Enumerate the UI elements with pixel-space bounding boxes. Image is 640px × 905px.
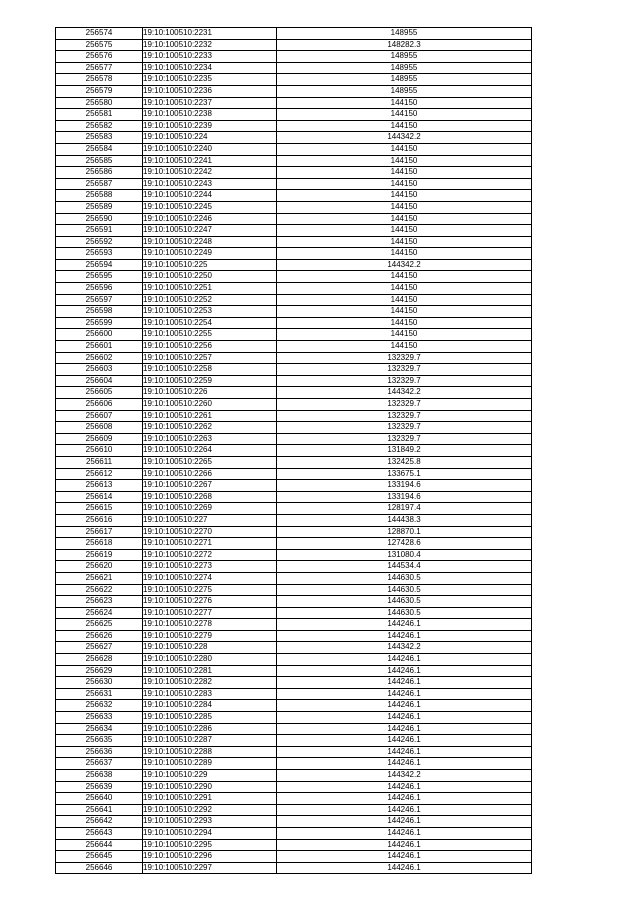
row-id-cell: 256612 (56, 468, 143, 480)
row-id-cell: 256629 (56, 665, 143, 677)
value-cell: 133194.6 (277, 491, 532, 503)
table-body (56, 28, 532, 874)
table-row (56, 793, 532, 805)
table-row (56, 630, 532, 642)
value-cell: 144246.1 (277, 862, 532, 874)
cadastral-number-cell: 19:10:100510:2242 (143, 167, 277, 179)
table-row (56, 665, 532, 677)
table-row (56, 538, 532, 550)
row-id-cell: 256590 (56, 213, 143, 225)
table-row (56, 143, 532, 155)
table-row (56, 584, 532, 596)
row-id-cell: 256599 (56, 317, 143, 329)
value-cell: 144246.1 (277, 735, 532, 747)
row-id-cell: 256626 (56, 630, 143, 642)
row-id-cell: 256640 (56, 793, 143, 805)
value-cell: 144246.1 (277, 804, 532, 816)
cadastral-number-cell: 19:10:100510:228 (143, 642, 277, 654)
value-cell: 144150 (277, 213, 532, 225)
row-id-cell: 256617 (56, 526, 143, 538)
row-id-cell: 256594 (56, 259, 143, 271)
value-cell: 144246.1 (277, 665, 532, 677)
cadastral-number-cell: 19:10:100510:2271 (143, 538, 277, 550)
cadastral-number-cell: 19:10:100510:2247 (143, 225, 277, 237)
cadastral-number-cell: 19:10:100510:2237 (143, 97, 277, 109)
table-row (56, 619, 532, 631)
cadastral-number-cell: 19:10:100510:2231 (143, 28, 277, 40)
value-cell: 144246.1 (277, 839, 532, 851)
table-row (56, 283, 532, 295)
cadastral-number-cell: 19:10:100510:2268 (143, 491, 277, 503)
row-id-cell: 256581 (56, 109, 143, 121)
table-row (56, 781, 532, 793)
value-cell: 144246.1 (277, 816, 532, 828)
value-cell: 144150 (277, 283, 532, 295)
cadastral-number-cell: 19:10:100510:2241 (143, 155, 277, 167)
cadastral-number-cell: 19:10:100510:2296 (143, 851, 277, 863)
value-cell: 144246.1 (277, 630, 532, 642)
value-cell: 144246.1 (277, 688, 532, 700)
cadastral-number-cell: 19:10:100510:2286 (143, 723, 277, 735)
table-row (56, 329, 532, 341)
value-cell: 144150 (277, 167, 532, 179)
row-id-cell: 256621 (56, 572, 143, 584)
value-cell: 144246.1 (277, 619, 532, 631)
table-row (56, 352, 532, 364)
row-id-cell: 256624 (56, 607, 143, 619)
value-cell: 144630.5 (277, 572, 532, 584)
row-id-cell: 256613 (56, 480, 143, 492)
table-row (56, 549, 532, 561)
table-row (56, 816, 532, 828)
table-row (56, 410, 532, 422)
row-id-cell: 256605 (56, 387, 143, 399)
value-cell: 148955 (277, 28, 532, 40)
value-cell: 132329.7 (277, 352, 532, 364)
data-table (55, 27, 532, 874)
table-row (56, 607, 532, 619)
row-id-cell: 256589 (56, 201, 143, 213)
cadastral-number-cell: 19:10:100510:2262 (143, 422, 277, 434)
cadastral-number-cell: 19:10:100510:2272 (143, 549, 277, 561)
table-row (56, 735, 532, 747)
value-cell: 148955 (277, 85, 532, 97)
table-row (56, 85, 532, 97)
cadastral-number-cell: 19:10:100510:2234 (143, 62, 277, 74)
table-row (56, 236, 532, 248)
cadastral-number-cell: 19:10:100510:2287 (143, 735, 277, 747)
value-cell: 144246.1 (277, 793, 532, 805)
row-id-cell: 256635 (56, 735, 143, 747)
cadastral-number-cell: 19:10:100510:2236 (143, 85, 277, 97)
value-cell: 144246.1 (277, 746, 532, 758)
cadastral-number-cell: 19:10:100510:2290 (143, 781, 277, 793)
row-id-cell: 256623 (56, 596, 143, 608)
cadastral-number-cell: 19:10:100510:2291 (143, 793, 277, 805)
row-id-cell: 256597 (56, 294, 143, 306)
value-cell: 144150 (277, 248, 532, 260)
row-id-cell: 256628 (56, 654, 143, 666)
cadastral-number-cell: 19:10:100510:2232 (143, 39, 277, 51)
row-id-cell: 256583 (56, 132, 143, 144)
row-id-cell: 256596 (56, 283, 143, 295)
table-row (56, 375, 532, 387)
row-id-cell: 256582 (56, 120, 143, 132)
row-id-cell: 256643 (56, 827, 143, 839)
row-id-cell: 256604 (56, 375, 143, 387)
value-cell: 148955 (277, 74, 532, 86)
row-id-cell: 256620 (56, 561, 143, 573)
cadastral-number-cell: 19:10:100510:2270 (143, 526, 277, 538)
value-cell: 144438.3 (277, 514, 532, 526)
row-id-cell: 256618 (56, 538, 143, 550)
cadastral-number-cell: 19:10:100510:2269 (143, 503, 277, 515)
row-id-cell: 256627 (56, 642, 143, 654)
row-id-cell: 256574 (56, 28, 143, 40)
table-row (56, 28, 532, 40)
row-id-cell: 256587 (56, 178, 143, 190)
value-cell: 131080.4 (277, 549, 532, 561)
value-cell: 144150 (277, 143, 532, 155)
table-row (56, 74, 532, 86)
row-id-cell: 256586 (56, 167, 143, 179)
row-id-cell: 256580 (56, 97, 143, 109)
value-cell: 144150 (277, 178, 532, 190)
cadastral-number-cell: 19:10:100510:2245 (143, 201, 277, 213)
cadastral-number-cell: 19:10:100510:2297 (143, 862, 277, 874)
cadastral-number-cell: 19:10:100510:2266 (143, 468, 277, 480)
value-cell: 127428.6 (277, 538, 532, 550)
table-row (56, 271, 532, 283)
value-cell: 144150 (277, 294, 532, 306)
row-id-cell: 256585 (56, 155, 143, 167)
cadastral-number-cell: 19:10:100510:2295 (143, 839, 277, 851)
table-row (56, 862, 532, 874)
row-id-cell: 256601 (56, 341, 143, 353)
cadastral-number-cell: 19:10:100510:2293 (143, 816, 277, 828)
value-cell: 128197.4 (277, 503, 532, 515)
table-row (56, 827, 532, 839)
cadastral-number-cell: 19:10:100510:2239 (143, 120, 277, 132)
value-cell: 144150 (277, 201, 532, 213)
cadastral-number-cell: 19:10:100510:2244 (143, 190, 277, 202)
row-id-cell: 256638 (56, 770, 143, 782)
row-id-cell: 256591 (56, 225, 143, 237)
table-row (56, 317, 532, 329)
value-cell: 144150 (277, 109, 532, 121)
cadastral-number-cell: 19:10:100510:2259 (143, 375, 277, 387)
value-cell: 144246.1 (277, 677, 532, 689)
table-row (56, 422, 532, 434)
value-cell: 144630.5 (277, 584, 532, 596)
cadastral-number-cell: 19:10:100510:2253 (143, 306, 277, 318)
value-cell: 144150 (277, 271, 532, 283)
value-cell: 132329.7 (277, 422, 532, 434)
value-cell: 132329.7 (277, 399, 532, 411)
table-row (56, 654, 532, 666)
value-cell: 148955 (277, 62, 532, 74)
row-id-cell: 256633 (56, 712, 143, 724)
row-id-cell: 256636 (56, 746, 143, 758)
row-id-cell: 256644 (56, 839, 143, 851)
cadastral-number-cell: 19:10:100510:2267 (143, 480, 277, 492)
cadastral-number-cell: 19:10:100510:2249 (143, 248, 277, 260)
row-id-cell: 256592 (56, 236, 143, 248)
table-row (56, 387, 532, 399)
table-row (56, 758, 532, 770)
cadastral-number-cell: 19:10:100510:2235 (143, 74, 277, 86)
row-id-cell: 256632 (56, 700, 143, 712)
cadastral-number-cell: 19:10:100510:2282 (143, 677, 277, 689)
cadastral-number-cell: 19:10:100510:2256 (143, 341, 277, 353)
row-id-cell: 256634 (56, 723, 143, 735)
cadastral-number-cell: 19:10:100510:2280 (143, 654, 277, 666)
value-cell: 144342.2 (277, 770, 532, 782)
table-row (56, 688, 532, 700)
table-row (56, 39, 532, 51)
value-cell: 144246.1 (277, 827, 532, 839)
table-row (56, 746, 532, 758)
value-cell: 144150 (277, 341, 532, 353)
row-id-cell: 256598 (56, 306, 143, 318)
row-id-cell: 256578 (56, 74, 143, 86)
value-cell: 144246.1 (277, 712, 532, 724)
value-cell: 132329.7 (277, 375, 532, 387)
table-row (56, 596, 532, 608)
table-row (56, 341, 532, 353)
table-row (56, 503, 532, 515)
row-id-cell: 256576 (56, 51, 143, 63)
value-cell: 132425.8 (277, 456, 532, 468)
value-cell: 132329.7 (277, 364, 532, 376)
row-id-cell: 256600 (56, 329, 143, 341)
table-row (56, 445, 532, 457)
value-cell: 144342.2 (277, 387, 532, 399)
row-id-cell: 256637 (56, 758, 143, 770)
row-id-cell: 256606 (56, 399, 143, 411)
table-row (56, 225, 532, 237)
table-row (56, 120, 532, 132)
cadastral-number-cell: 19:10:100510:2265 (143, 456, 277, 468)
cadastral-number-cell: 19:10:100510:2258 (143, 364, 277, 376)
cadastral-number-cell: 19:10:100510:2261 (143, 410, 277, 422)
table-row (56, 364, 532, 376)
cadastral-number-cell: 19:10:100510:2251 (143, 283, 277, 295)
table-row (56, 109, 532, 121)
cadastral-number-cell: 19:10:100510:225 (143, 259, 277, 271)
row-id-cell: 256614 (56, 491, 143, 503)
value-cell: 144150 (277, 155, 532, 167)
value-cell: 144150 (277, 190, 532, 202)
cadastral-number-cell: 19:10:100510:2285 (143, 712, 277, 724)
cadastral-number-cell: 19:10:100510:2275 (143, 584, 277, 596)
table-row (56, 201, 532, 213)
cadastral-number-cell: 19:10:100510:2294 (143, 827, 277, 839)
value-cell: 144342.2 (277, 642, 532, 654)
table-row (56, 526, 532, 538)
table-row (56, 62, 532, 74)
value-cell: 128870.1 (277, 526, 532, 538)
value-cell: 144246.1 (277, 723, 532, 735)
value-cell: 144150 (277, 120, 532, 132)
value-cell: 148282.3 (277, 39, 532, 51)
table-row (56, 51, 532, 63)
cadastral-number-cell: 19:10:100510:2289 (143, 758, 277, 770)
table-row (56, 491, 532, 503)
cadastral-number-cell: 19:10:100510:2238 (143, 109, 277, 121)
table-row (56, 677, 532, 689)
row-id-cell: 256645 (56, 851, 143, 863)
value-cell: 144246.1 (277, 654, 532, 666)
cadastral-number-cell: 19:10:100510:2264 (143, 445, 277, 457)
cadastral-number-cell: 19:10:100510:2260 (143, 399, 277, 411)
row-id-cell: 256607 (56, 410, 143, 422)
cadastral-number-cell: 19:10:100510:2277 (143, 607, 277, 619)
value-cell: 144342.2 (277, 132, 532, 144)
table-row (56, 700, 532, 712)
value-cell: 132329.7 (277, 410, 532, 422)
cadastral-number-cell: 19:10:100510:2257 (143, 352, 277, 364)
table-row (56, 213, 532, 225)
table-row (56, 248, 532, 260)
value-cell: 144246.1 (277, 781, 532, 793)
cadastral-number-cell: 19:10:100510:2255 (143, 329, 277, 341)
value-cell: 144630.5 (277, 607, 532, 619)
table-row (56, 306, 532, 318)
cadastral-number-cell: 19:10:100510:2250 (143, 271, 277, 283)
value-cell: 144150 (277, 317, 532, 329)
cadastral-number-cell: 19:10:100510:2279 (143, 630, 277, 642)
cadastral-number-cell: 19:10:100510:224 (143, 132, 277, 144)
value-cell: 144246.1 (277, 851, 532, 863)
cadastral-number-cell: 19:10:100510:2274 (143, 572, 277, 584)
row-id-cell: 256608 (56, 422, 143, 434)
cadastral-number-cell: 19:10:100510:2246 (143, 213, 277, 225)
table-row (56, 642, 532, 654)
row-id-cell: 256639 (56, 781, 143, 793)
row-id-cell: 256579 (56, 85, 143, 97)
cadastral-number-cell: 19:10:100510:2281 (143, 665, 277, 677)
table-row (56, 468, 532, 480)
cadastral-number-cell: 19:10:100510:2276 (143, 596, 277, 608)
value-cell: 144150 (277, 306, 532, 318)
value-cell: 144150 (277, 236, 532, 248)
row-id-cell: 256631 (56, 688, 143, 700)
value-cell: 144630.5 (277, 596, 532, 608)
value-cell: 144534.4 (277, 561, 532, 573)
cadastral-number-cell: 19:10:100510:2248 (143, 236, 277, 248)
value-cell: 144246.1 (277, 700, 532, 712)
row-id-cell: 256616 (56, 514, 143, 526)
cadastral-number-cell: 19:10:100510:2278 (143, 619, 277, 631)
cadastral-number-cell: 19:10:100510:2273 (143, 561, 277, 573)
table-row (56, 804, 532, 816)
cadastral-number-cell: 19:10:100510:2263 (143, 433, 277, 445)
row-id-cell: 256619 (56, 549, 143, 561)
row-id-cell: 256595 (56, 271, 143, 283)
cadastral-number-cell: 19:10:100510:226 (143, 387, 277, 399)
row-id-cell: 256615 (56, 503, 143, 515)
table-row (56, 839, 532, 851)
value-cell: 144150 (277, 329, 532, 341)
table-row (56, 712, 532, 724)
cadastral-number-cell: 19:10:100510:2252 (143, 294, 277, 306)
table-row (56, 178, 532, 190)
table-row (56, 851, 532, 863)
table-row (56, 480, 532, 492)
table-row (56, 155, 532, 167)
row-id-cell: 256593 (56, 248, 143, 260)
table-row (56, 167, 532, 179)
row-id-cell: 256603 (56, 364, 143, 376)
table-row (56, 399, 532, 411)
cadastral-number-cell: 19:10:100510:2284 (143, 700, 277, 712)
row-id-cell: 256642 (56, 816, 143, 828)
table-row (56, 132, 532, 144)
table-row (56, 561, 532, 573)
value-cell: 133675.1 (277, 468, 532, 480)
row-id-cell: 256584 (56, 143, 143, 155)
cadastral-number-cell: 19:10:100510:2288 (143, 746, 277, 758)
table-row (56, 514, 532, 526)
table-row (56, 294, 532, 306)
table-row (56, 190, 532, 202)
row-id-cell: 256641 (56, 804, 143, 816)
value-cell: 133194.6 (277, 480, 532, 492)
table-row (56, 723, 532, 735)
cadastral-number-cell: 19:10:100510:2283 (143, 688, 277, 700)
value-cell: 132329.7 (277, 433, 532, 445)
row-id-cell: 256610 (56, 445, 143, 457)
row-id-cell: 256575 (56, 39, 143, 51)
table-row (56, 572, 532, 584)
value-cell: 144150 (277, 225, 532, 237)
row-id-cell: 256611 (56, 456, 143, 468)
value-cell: 144150 (277, 97, 532, 109)
cadastral-number-cell: 19:10:100510:2254 (143, 317, 277, 329)
row-id-cell: 256602 (56, 352, 143, 364)
row-id-cell: 256646 (56, 862, 143, 874)
value-cell: 144342.2 (277, 259, 532, 271)
cadastral-number-cell: 19:10:100510:2240 (143, 143, 277, 155)
value-cell: 131849.2 (277, 445, 532, 457)
value-cell: 144246.1 (277, 758, 532, 770)
row-id-cell: 256609 (56, 433, 143, 445)
cadastral-number-cell: 19:10:100510:229 (143, 770, 277, 782)
cadastral-number-cell: 19:10:100510:227 (143, 514, 277, 526)
row-id-cell: 256577 (56, 62, 143, 74)
row-id-cell: 256625 (56, 619, 143, 631)
table-row (56, 259, 532, 271)
table-row (56, 433, 532, 445)
row-id-cell: 256588 (56, 190, 143, 202)
cadastral-number-cell: 19:10:100510:2233 (143, 51, 277, 63)
row-id-cell: 256622 (56, 584, 143, 596)
table-row (56, 770, 532, 782)
row-id-cell: 256630 (56, 677, 143, 689)
cadastral-number-cell: 19:10:100510:2243 (143, 178, 277, 190)
table-row (56, 97, 532, 109)
value-cell: 148955 (277, 51, 532, 63)
cadastral-number-cell: 19:10:100510:2292 (143, 804, 277, 816)
table-row (56, 456, 532, 468)
